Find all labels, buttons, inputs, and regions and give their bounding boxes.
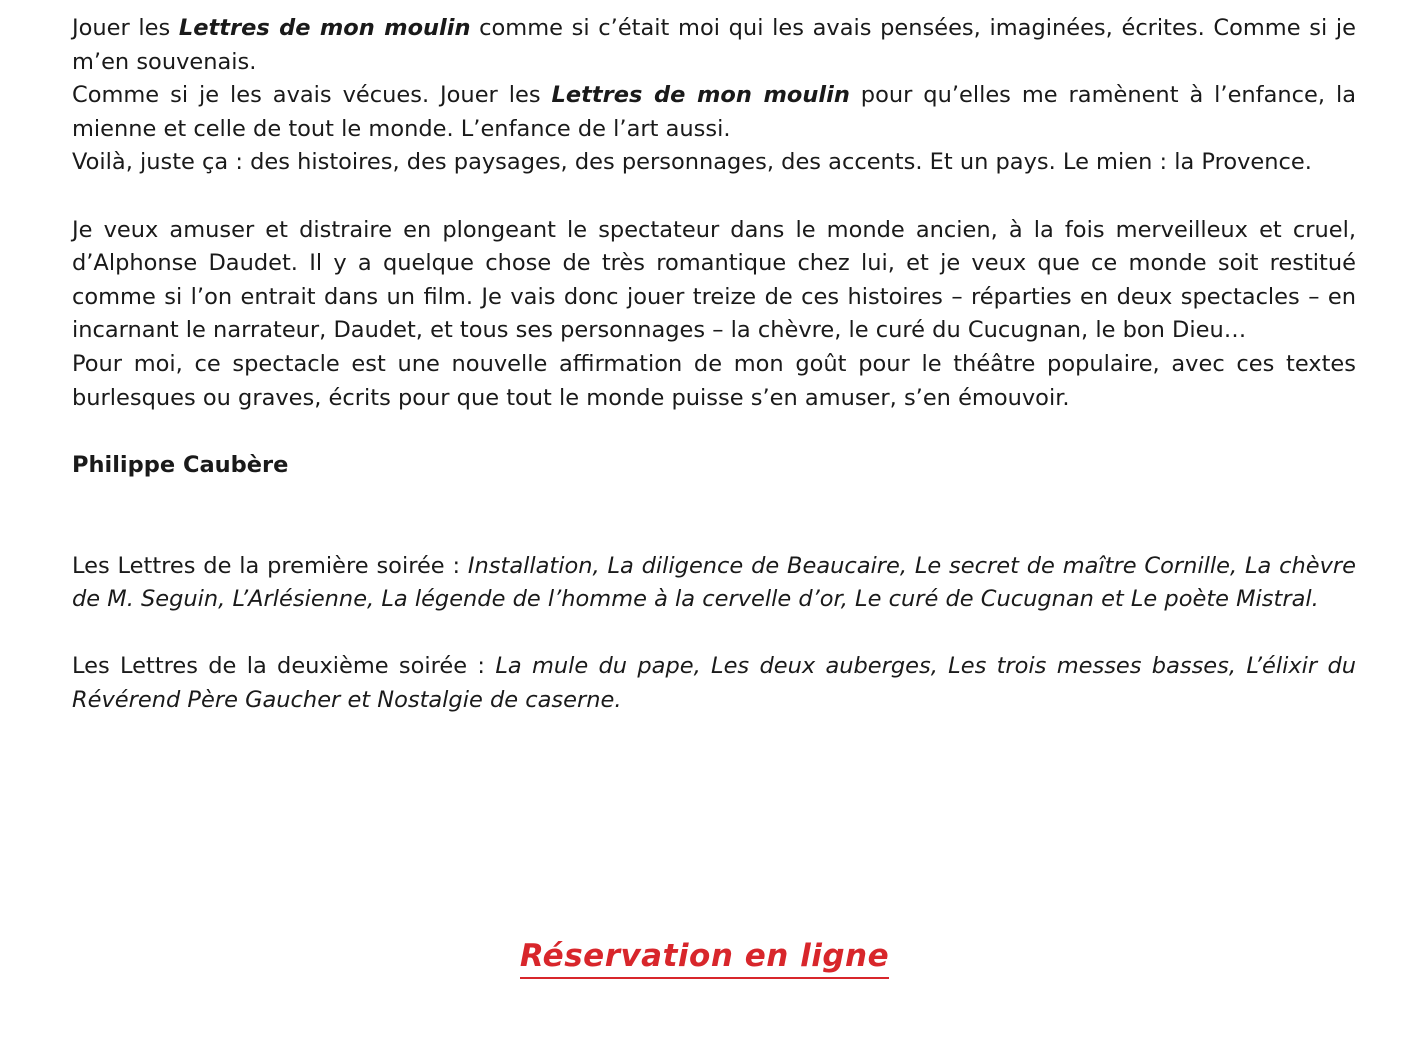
book-title: Lettres de mon moulin bbox=[178, 15, 471, 41]
text-run: Jouer les bbox=[72, 15, 179, 41]
article-body bbox=[72, 12, 1356, 717]
paragraph-intro-3: Voilà, juste ça : des histoires, des paysages, des personnages, des accents. Et un pays. Le mien : la Provence. bbox=[72, 149, 1312, 176]
paragraph-body-1: Je veux amuser et distraire en plongeant le spectateur dans le monde ancien, à la fois merveilleux et cruel, d’Alphonse Daudet. Il y a quelque chose de très romantique chez lui, et je veux que ce monde soit restitué comme si l’on entrait dans un film. Je vais donc jouer treize de ces histoires – réparties en deux spectacles – en incarnant le narrateur, Daudet, et tous ses personnages – la chèvre, le curé du Cucugnan, le bon Dieu… bbox=[72, 216, 1356, 344]
online-booking-link[interactable]: Réservation en ligne bbox=[520, 936, 889, 979]
text-run: Comme si je les avais vécues. Jouer les bbox=[72, 82, 552, 109]
first-evening-titles: Installation, La diligence de Beaucaire, Le secret de maître Cornille, La chèvre de M. Seguin, L’Arlésienne, La légende de l’homme à la cervelle d’or, Le curé de Cucugnan et Le poète Mistral. bbox=[72, 552, 1356, 613]
first-evening-label: Les Lettres de la première soirée : bbox=[72, 552, 468, 579]
second-evening-list bbox=[72, 650, 1356, 717]
cta-container bbox=[0, 936, 1409, 979]
text-run: pour qu’elles me ramènent à l’enfance, la mienne et celle de tout le monde. L’enfance de l’art aussi. bbox=[72, 82, 1356, 142]
paragraph-intro-1 bbox=[72, 12, 1356, 79]
paragraph-intro-2 bbox=[72, 79, 1356, 146]
first-evening-list bbox=[72, 550, 1356, 617]
second-evening-titles: La mule du pape, Les deux auberges, Les trois messes basses, L’élixir du Révérend Père Gaucher et Nostalgie de caserne. bbox=[72, 653, 1356, 713]
text-run: comme si c’était moi qui les avais pensées, imaginées, écrites. Comme si je m’en souvenais. bbox=[72, 15, 1356, 75]
paragraph-body-2: Pour moi, ce spectacle est une nouvelle affirmation de mon goût pour le théâtre populaire, avec ces textes burlesques ou graves, écrits pour que tout le monde puisse s’en amuser, s’en émouvoir. bbox=[72, 350, 1356, 411]
spacer bbox=[72, 415, 1356, 449]
second-evening-label: Les Lettres de la deuxième soirée : bbox=[72, 653, 496, 680]
spacer bbox=[72, 617, 1356, 651]
book-title: Lettres de mon moulin bbox=[551, 82, 850, 109]
spacer bbox=[72, 180, 1356, 214]
spacer bbox=[72, 482, 1356, 549]
author-signature: Philippe Caubère bbox=[72, 451, 289, 478]
